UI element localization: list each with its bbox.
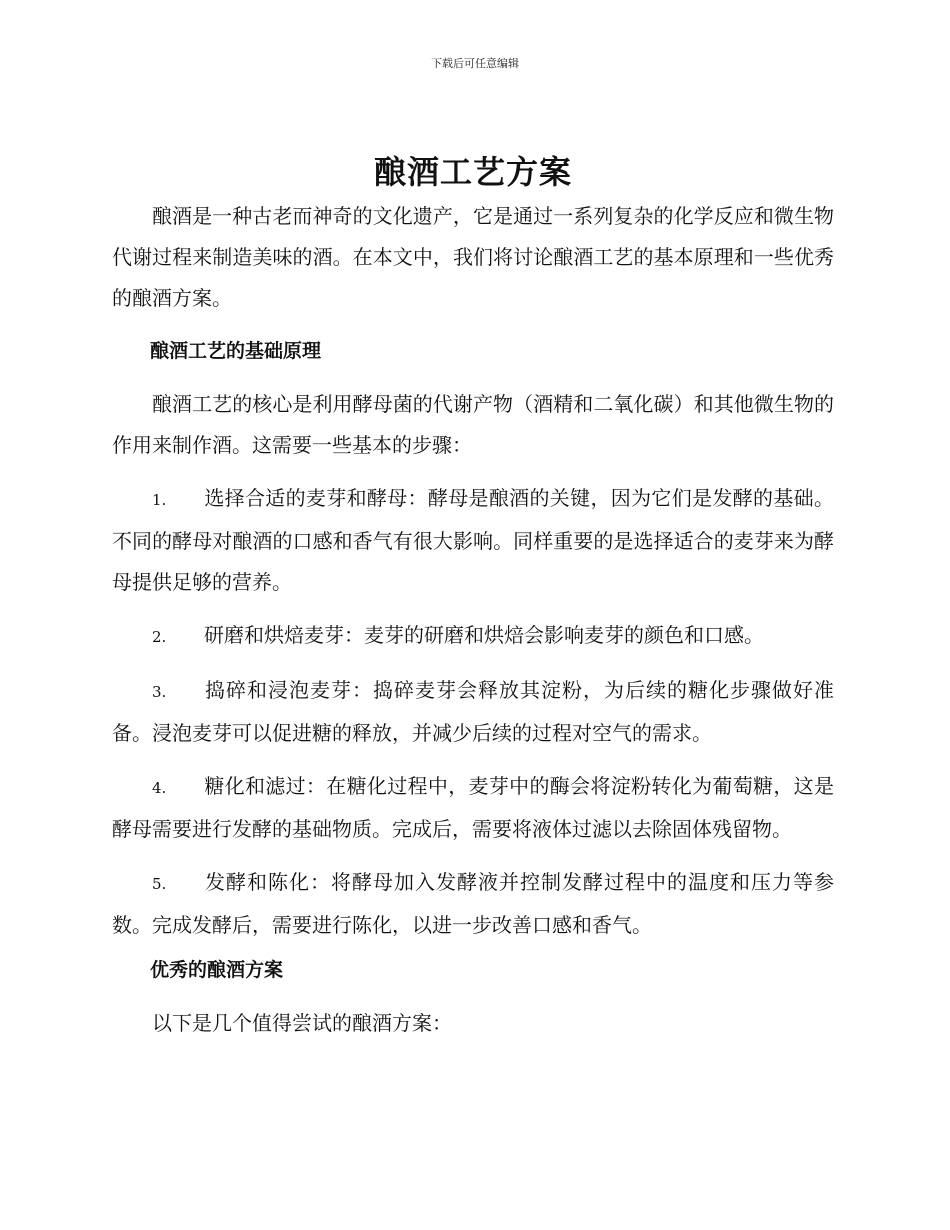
- list-item-text: 发酵和陈化：将酵母加入发酵液并控制发酵过程中的温度和压力等参数。完成发酵后，需要进行陈化，以进一步改善口感和香气。: [112, 870, 834, 937]
- header-note: 下载后可任意编辑: [431, 57, 519, 70]
- list-number: 4.: [152, 779, 167, 797]
- list-item-text: 糖化和滤过：在糖化过程中，麦芽中的酶会将淀粉转化为葡萄糖，这是酵母需要进行发酵的基础物质。完成后，需要将液体过滤以去除固体残留物。: [112, 774, 834, 841]
- recommended-paragraph: 以下是几个值得尝试的酿酒方案：: [152, 1011, 452, 1035]
- list-item-step-2: [112, 615, 834, 658]
- list-number: 3.: [152, 683, 167, 701]
- list-item-text: 研磨和烘焙麦芽：麦芽的研磨和烘焙会影响麦芽的颜色和口感。: [204, 623, 764, 647]
- list-item-text: 捣碎和浸泡麦芽：捣碎麦芽会释放其淀粉，为后续的糖化步骤做好准备。浸泡麦芽可以促进糖的释放，并减少后续的过程对空气的需求。: [112, 678, 834, 745]
- list-number: 5.: [152, 875, 167, 893]
- section-heading-recommended: 优秀的酿酒方案: [150, 959, 284, 981]
- document-body: [112, 150, 834, 1044]
- list-number: 1.: [152, 491, 167, 509]
- list-item-text: 选择合适的麦芽和酵母：酵母是酿酒的关键，因为它们是发酵的基础。不同的酵母对酿酒的口感和香气有很大影响。同样重要的是选择适合的麦芽来为酵母提供足够的营养。: [112, 486, 834, 594]
- section-heading-principles: 酿酒工艺的基础原理: [150, 340, 322, 362]
- list-item-step-5: [112, 862, 834, 946]
- list-item-step-1: [112, 478, 834, 603]
- list-item-step-3: [112, 670, 834, 754]
- principles-paragraph: 酿酒工艺的核心是利用酵母菌的代谢产物（酒精和二氧化碳）和其他微生物的作用来制作酒。这需要一些基本的步骤：: [112, 392, 834, 457]
- document-title: 酿酒工艺方案: [373, 153, 572, 191]
- list-item-step-4: [112, 766, 834, 850]
- intro-paragraph: 酿酒是一种古老而神奇的文化遗产，它是通过一系列复杂的化学反应和微生物代谢过程来制造美味的酒。在本文中，我们将讨论酿酒工艺的基本原理和一些优秀的酿酒方案。: [112, 204, 834, 310]
- list-number: 2.: [152, 628, 167, 646]
